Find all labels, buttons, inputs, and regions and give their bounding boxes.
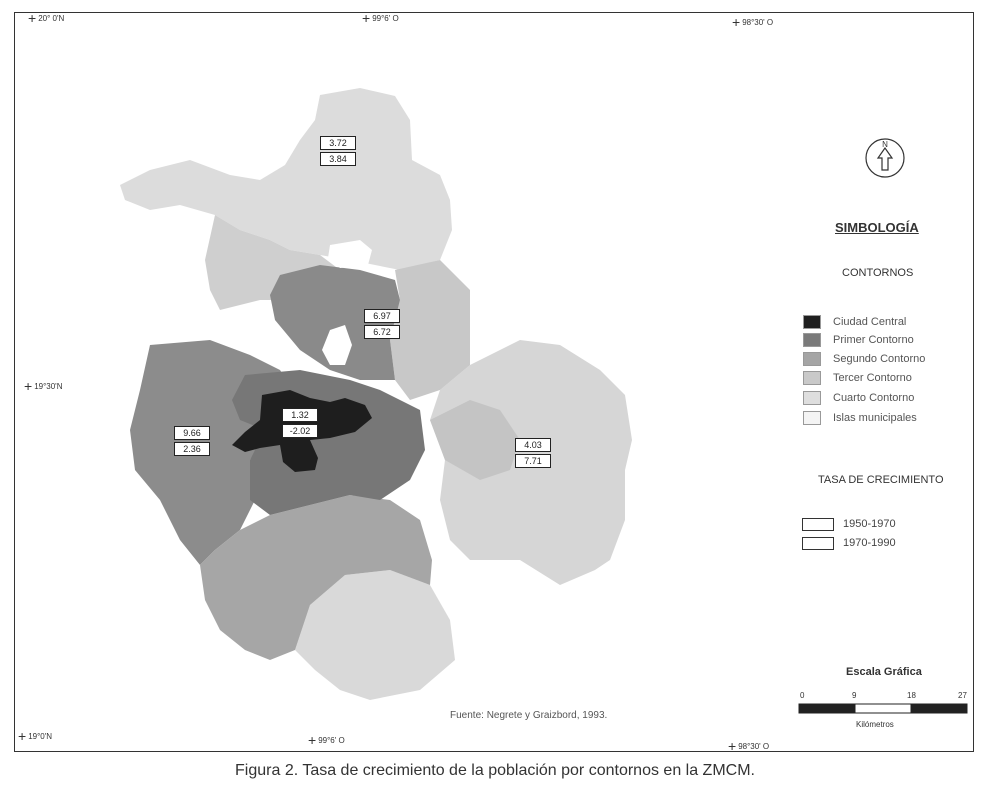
legend-title: SIMBOLOGÍA bbox=[835, 220, 919, 235]
legend-swatch bbox=[803, 315, 821, 329]
rate-1970-1990: 2.36 bbox=[174, 442, 210, 456]
legend-swatch bbox=[803, 411, 821, 425]
coord-bottom-center: + 99°6' O bbox=[308, 732, 345, 748]
region-cuarto-norte bbox=[120, 88, 452, 270]
scale-bar bbox=[798, 703, 970, 715]
legend-label: Segundo Contorno bbox=[833, 353, 926, 365]
rate-1970-1990: 3.84 bbox=[320, 152, 356, 166]
coord-left-mid: + 19°30'N bbox=[24, 378, 63, 394]
legend-item bbox=[803, 410, 917, 426]
legend-item bbox=[803, 332, 914, 348]
rate-1970-1990: 7.71 bbox=[515, 454, 551, 468]
legend-label: Primer Contorno bbox=[833, 334, 914, 346]
north-label: N bbox=[882, 140, 888, 149]
coord-top-left: + 20° 0'N bbox=[28, 10, 65, 26]
rate-label-poniente bbox=[174, 426, 210, 456]
scale-tick: 0 bbox=[800, 691, 805, 700]
north-arrow-icon bbox=[863, 136, 907, 180]
coord-bottom-right: + 98°30' O bbox=[728, 738, 770, 754]
rate-1970-1990: 6.72 bbox=[364, 325, 400, 339]
source-note: Fuente: Negrete y Graizbord, 1993. bbox=[450, 710, 608, 721]
rate-label-1970-1990: 1970-1990 bbox=[843, 537, 896, 549]
legend-label: Ciudad Central bbox=[833, 316, 907, 328]
rate-1950-1970: 1.32 bbox=[282, 408, 318, 422]
figure-caption: Figura 2. Tasa de crecimiento de la población por contornos en la ZMCM. bbox=[235, 762, 755, 779]
rate-1950-1970: 6.97 bbox=[364, 309, 400, 323]
rate-label-norte bbox=[320, 136, 356, 166]
rate-label-1950-1970: 1950-1970 bbox=[843, 518, 896, 530]
legend-swatch bbox=[803, 391, 821, 405]
scale-tick: 18 bbox=[907, 691, 916, 700]
scale-unit: Kilómetros bbox=[856, 720, 894, 729]
legend-item bbox=[803, 390, 914, 406]
rate-1950-1970: 3.72 bbox=[320, 136, 356, 150]
rate-label-ciudad-central bbox=[282, 408, 318, 438]
scale-tick: 9 bbox=[852, 691, 857, 700]
rate-1950-1970: 4.03 bbox=[515, 438, 551, 452]
rate-label-centro-norte bbox=[364, 309, 400, 339]
legend-label: Islas municipales bbox=[833, 412, 917, 424]
legend-label: Cuarto Contorno bbox=[833, 392, 915, 404]
coord-bottom-left: + 19°0'N bbox=[18, 728, 53, 744]
legend-contornos-title: CONTORNOS bbox=[842, 267, 914, 279]
legend-label: Tercer Contorno bbox=[833, 372, 912, 384]
coord-top-center: + 99°6' O bbox=[362, 10, 399, 26]
legend-swatch bbox=[803, 333, 821, 347]
legend-swatch bbox=[803, 371, 821, 385]
coord-top-right: + 98°30' O bbox=[732, 14, 774, 30]
scale-tick: 27 bbox=[958, 691, 967, 700]
legend-tasa-title: TASA DE CRECIMIENTO bbox=[818, 474, 944, 486]
rate-swatch-1970-1990 bbox=[802, 537, 834, 550]
rate-label-oriente bbox=[515, 438, 551, 468]
rate-1950-1970: 9.66 bbox=[174, 426, 210, 440]
legend-item bbox=[803, 314, 906, 330]
legend-swatch bbox=[803, 352, 821, 366]
scale-title: Escala Gráfica bbox=[846, 666, 922, 678]
rate-swatch-1950-1970 bbox=[802, 518, 834, 531]
rate-1970-1990: -2.02 bbox=[282, 424, 318, 438]
legend-item bbox=[803, 370, 912, 386]
legend-item bbox=[803, 351, 925, 367]
